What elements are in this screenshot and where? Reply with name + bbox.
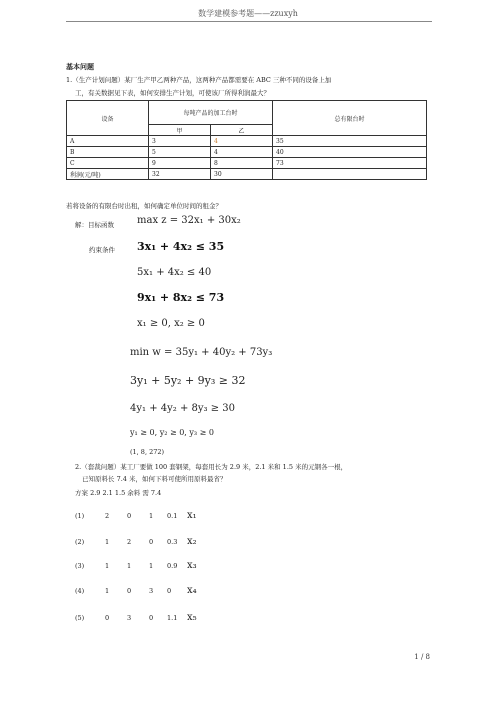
plan-row: (1) 2 0 1 0.1 x₁ — [75, 510, 197, 521]
th-yi: 乙 — [211, 125, 273, 136]
row-c-jia: 9 — [149, 158, 211, 169]
plan-row: (3) 1 1 1 0.9 x₃ — [75, 560, 197, 571]
q1-line2: 工，有关数据见下表，如何安排生产计划，可使该厂所得利润最大？ — [75, 89, 270, 97]
constraint-4: x₁ ≥ 0, x₂ ≥ 0 — [137, 318, 205, 329]
row-c-limit: 73 — [273, 158, 427, 169]
dual-constraint-3: y₁ ≥ 0, y₂ ≥ 0, y₃ ≥ 0 — [130, 428, 214, 437]
row-a-name: A — [67, 136, 149, 147]
row-c-name: C — [67, 158, 149, 169]
row-a-jia: 3 — [149, 136, 211, 147]
th-hours: 每吨产品的加工台时 — [149, 101, 273, 125]
constraints-label: 约束条件 — [89, 246, 115, 254]
constraint-3: 9x₁ + 8x₂ ≤ 73 — [137, 291, 225, 304]
th-device: 设备 — [67, 101, 149, 136]
dual-constraint-2: 4y₁ + 4y₂ + 8y₃ ≥ 30 — [130, 403, 235, 414]
row-b-limit: 40 — [273, 147, 427, 158]
profit-yi: 30 — [211, 169, 273, 180]
dual-objective: min w = 35y₁ + 40y₂ + 73y₃ — [130, 347, 273, 358]
profit-limit — [273, 169, 427, 180]
profit-label: 利润(元/吨) — [67, 169, 149, 180]
plan-row: (5) 0 3 0 1.1 x₅ — [75, 612, 197, 623]
header-divider — [66, 21, 432, 22]
section-title: 基本问题 — [66, 62, 94, 71]
plan-row: (4) 1 0 3 0 x₄ — [75, 585, 197, 596]
plan-header: 方案 2.9 2.1 1.5 余料 需 7.4 — [75, 489, 162, 497]
solution-answer: (1, 8, 272) — [130, 448, 165, 456]
q1-line1: 1.（生产计划问题）某厂生产甲乙两种产品，这两种产品都需要在 ABC 三种不同的设备上加 — [66, 76, 332, 84]
profit-jia: 32 — [149, 169, 211, 180]
dual-constraint-1: 3y₁ + 5y₂ + 9y₃ ≥ 32 — [130, 374, 246, 387]
solution-label: 解：目标函数 — [75, 221, 114, 229]
production-table — [66, 100, 427, 180]
row-c-yi: 8 — [211, 158, 273, 169]
row-b-yi: 4 — [211, 147, 273, 158]
page-number: 1 / 8 — [414, 653, 430, 661]
q1-followup: 若将设备的有限台时出租，如何确定单位时间的租金？ — [66, 202, 222, 210]
plan-row: (2) 1 2 0 0.3 x₂ — [75, 536, 197, 547]
constraint-1: 3x₁ + 4x₂ ≤ 35 — [137, 240, 225, 253]
row-a-yi: 4 — [211, 136, 273, 147]
th-jia: 甲 — [149, 125, 211, 136]
row-a-limit: 35 — [273, 136, 427, 147]
th-limit: 总有限台时 — [273, 101, 427, 136]
constraint-2: 5x₁ + 4x₂ ≤ 40 — [137, 267, 212, 278]
objective-function: max z = 32x₁ + 30x₂ — [137, 215, 241, 226]
page-header: 数学建模参考题——zzuxyh — [198, 9, 298, 18]
row-b-jia: 5 — [149, 147, 211, 158]
q2-line1: 2.（套裁问题）某工厂要做 100 套钢架，每套用长为 2.9 米，2.1 米和 1.5 米的元钢各一根， — [75, 463, 348, 471]
q2-line2: 已知原料长 7.4 米，如何下料可使所用原料最省？ — [82, 475, 227, 483]
row-b-name: B — [67, 147, 149, 158]
